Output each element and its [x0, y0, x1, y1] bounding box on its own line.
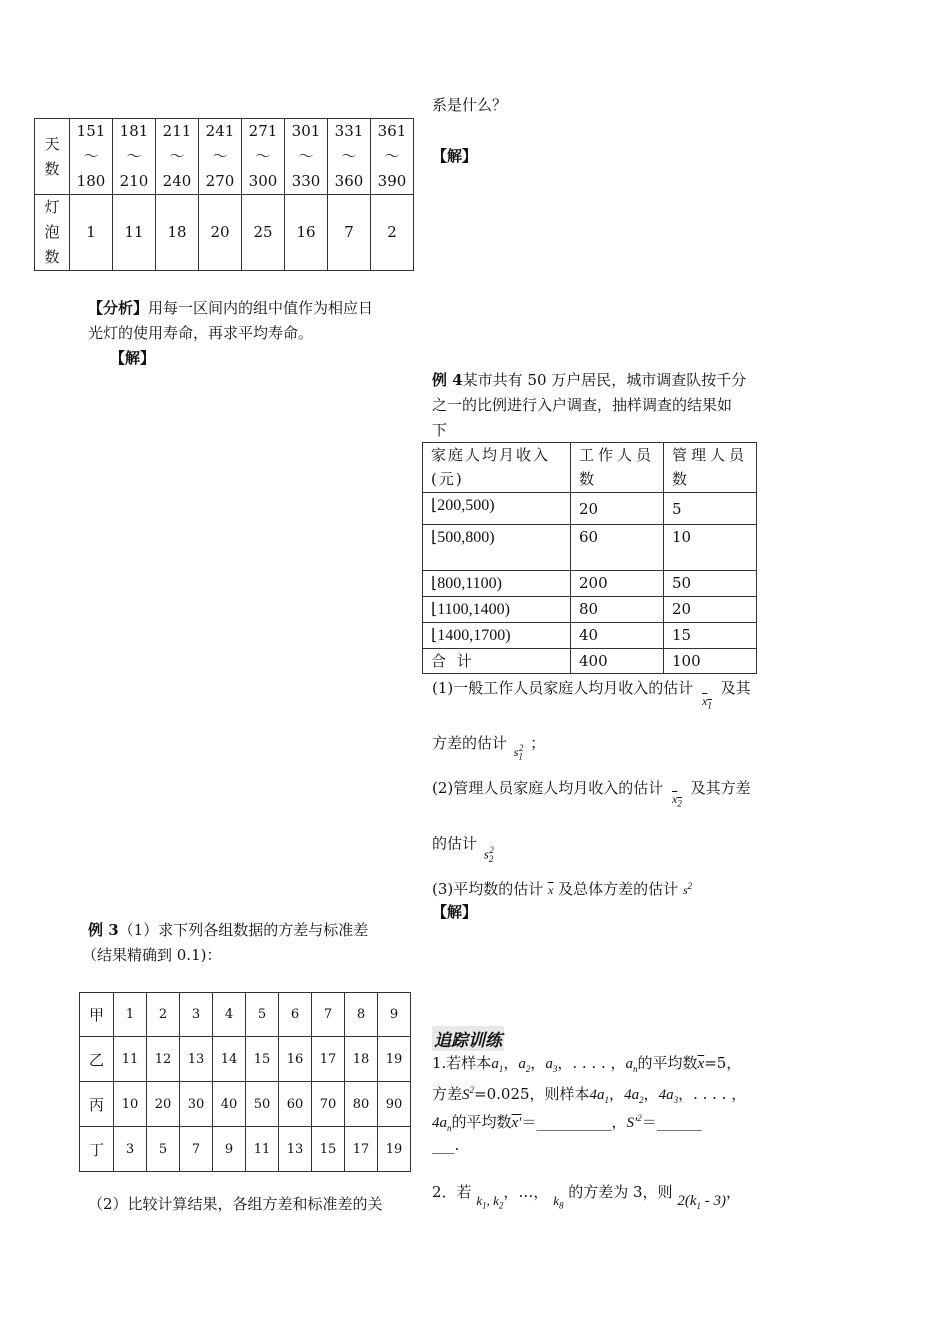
sample-a-sequence: $a_1$	[491, 1056, 504, 1074]
solution-label: 【解】	[432, 147, 478, 165]
group-value: 14	[213, 1037, 246, 1082]
count-cell: 16	[285, 195, 328, 271]
managers-header: 管理人员 数	[664, 443, 757, 493]
range-cell: 151 ～ 180	[70, 119, 113, 195]
group-value: 6	[279, 993, 312, 1037]
workers-cell: 80	[571, 597, 664, 623]
example4-label: 例 4	[432, 371, 463, 389]
group-value: 5	[147, 1127, 180, 1172]
count-cell: 1	[70, 195, 113, 271]
range-cell: 241 ～ 270	[199, 119, 242, 195]
income-table	[422, 442, 757, 674]
group-row	[80, 1037, 411, 1082]
example3-line1: 例 3（1）求下列各组数据的方差与标准差	[88, 921, 369, 939]
group-value: 17	[345, 1127, 378, 1172]
groups-table	[79, 992, 411, 1172]
group-value: 19	[378, 1037, 411, 1082]
q2-line1: (2)管理人员家庭人均月收入的估计 $x_2$ 及其方差	[432, 776, 751, 806]
range-cell: 331 ～ 360	[328, 119, 371, 195]
income-range: ⌊1100,1400)	[423, 597, 571, 623]
q3-line: (3)平均数的估计 $\overline{x}$ 及总体方差的估计 $s^2$	[432, 880, 693, 898]
s-prime-squared: $S'^2$	[626, 1113, 642, 1131]
s2-squared-symbol: $s_2^2$	[483, 845, 494, 864]
continued-text: 系是什么？	[432, 96, 508, 114]
group-value: 90	[378, 1082, 411, 1127]
count-cell: 11	[113, 195, 156, 271]
group-row	[80, 1127, 411, 1172]
group-value: 1	[114, 993, 147, 1037]
group-value: 4	[213, 993, 246, 1037]
group-value: 11	[246, 1127, 279, 1172]
problem1-line3: $4a_n$的平均数x′＝__________，$S'^2=\_\_\_\_\_\_$	[432, 1113, 702, 1133]
problem1-line4: ___.	[432, 1136, 460, 1154]
s-squared-symbol: $s^2$	[682, 881, 693, 897]
managers-cell: 20	[664, 597, 757, 623]
q2-line2: 的估计 $s_2^2$	[432, 828, 496, 862]
days-header: 天 数	[35, 119, 70, 195]
group-row	[80, 993, 411, 1037]
managers-cell: 10	[664, 525, 757, 571]
group-value: 5	[246, 993, 279, 1037]
managers-total: 100	[664, 649, 757, 674]
x1-bar-symbol: $x_1$	[702, 694, 712, 711]
x-bar-mean: $\overline{x}$	[697, 1056, 705, 1072]
analysis-line1: 【分析】用每一区间内的组中值作为相应日	[88, 299, 374, 317]
workers-cell: 40	[571, 623, 664, 649]
income-range: ⌊800,1100)	[423, 571, 571, 597]
group-value: 40	[213, 1082, 246, 1127]
group-value: 50	[246, 1082, 279, 1127]
training-title: 追踪训练	[432, 1026, 504, 1051]
problem1-line1: 1.若样本$a_1$，$a_2$，$a_3$，. . . . ，$a_n$的平均数$\overline{x}=5$，	[432, 1054, 742, 1074]
group-row	[80, 1082, 411, 1127]
range-cell: 271 ～ 300	[242, 119, 285, 195]
group-name: 丙	[80, 1082, 114, 1127]
k-sequence: $k_1$, $k_2$	[476, 1193, 504, 1211]
group-value: 3	[180, 993, 213, 1037]
group-value: 17	[312, 1037, 345, 1082]
group-value: 11	[114, 1037, 147, 1082]
income-row	[423, 597, 757, 623]
group-value: 10	[114, 1082, 147, 1127]
group-name: 乙	[80, 1037, 114, 1082]
workers-header: 工作人员 数	[571, 443, 664, 493]
group-value: 8	[345, 993, 378, 1037]
bulbs-header: 灯 泡 数	[35, 195, 70, 271]
income-row	[423, 493, 757, 525]
income-range: ⌊500,800)	[423, 525, 571, 571]
group-name: 甲	[80, 993, 114, 1037]
income-range: ⌊1400,1700)	[423, 623, 571, 649]
example3-part2: （2）比较计算结果，各组方差和标准差的关	[88, 1195, 383, 1213]
problem1-line2: 方差$S^2=0.025$，则样本$4a_1$，$4a_2$，$4a_3$，. . . . ，	[432, 1085, 747, 1105]
count-cell: 2	[371, 195, 414, 271]
group-value: 13	[180, 1037, 213, 1082]
example4-line2: 之一的比例进行入户调查，抽样调查的结果如	[432, 396, 733, 414]
group-value: 70	[312, 1082, 345, 1127]
count-cell: 7	[328, 195, 371, 271]
group-value: 2	[147, 993, 180, 1037]
managers-cell: 5	[664, 493, 757, 525]
income-header: 家庭人均月收入 (元)	[423, 443, 571, 493]
q1-line2: 方差的估计 $s_1^2$ ；	[432, 728, 545, 761]
variance-S2: $S^2$	[462, 1085, 475, 1103]
group-value: 9	[378, 993, 411, 1037]
group-value: 12	[147, 1037, 180, 1082]
s1-squared-symbol: $s_1^2$	[513, 743, 524, 762]
q1-line1: (1)一般工作人员家庭人均月收入的估计 $x_1$ 及其	[432, 676, 751, 706]
group-value: 60	[279, 1082, 312, 1127]
income-range: ⌊200,500)	[423, 493, 571, 525]
example4-line3: 下	[432, 421, 448, 439]
group-value: 9	[213, 1127, 246, 1172]
group-value: 16	[279, 1037, 312, 1082]
count-cell: 20	[199, 195, 242, 271]
managers-cell: 15	[664, 623, 757, 649]
managers-cell: 50	[664, 571, 757, 597]
total-label: 合 计	[423, 649, 571, 674]
range-cell: 361 ～ 390	[371, 119, 414, 195]
group-value: 30	[180, 1082, 213, 1127]
group-value: 80	[345, 1082, 378, 1127]
x-bar-symbol: $\overline{x}$	[548, 883, 554, 897]
range-cell: 211 ～ 240	[156, 119, 199, 195]
workers-total: 400	[571, 649, 664, 674]
workers-cell: 20	[571, 493, 664, 525]
income-total-row	[423, 649, 757, 674]
lamp-table	[34, 118, 414, 271]
group-value: 7	[312, 993, 345, 1037]
workers-cell: 60	[571, 525, 664, 571]
range-cell: 181 ～ 210	[113, 119, 156, 195]
count-cell: 18	[156, 195, 199, 271]
group-name: 丁	[80, 1127, 114, 1172]
example3-label: 例 3	[88, 921, 119, 939]
range-cell: 301 ～ 330	[285, 119, 328, 195]
days-row	[35, 119, 414, 195]
x-prime-bar: x′	[511, 1115, 522, 1131]
problem2-line1: 2．若 $k_1$, $k_2$，…， $k_8$ 的方差为 3，则 $2(k_1 - 3)$，	[432, 1183, 742, 1211]
group-value: 15	[246, 1037, 279, 1082]
group-value: 15	[312, 1127, 345, 1172]
analysis-line2: 光灯的使用寿命，再求平均寿命。	[88, 324, 314, 342]
income-header-row	[423, 443, 757, 493]
example4-line1: 例 4某市共有 50 万户居民，城市调查队按千分	[432, 371, 747, 389]
group-value: 18	[345, 1037, 378, 1082]
bulbs-row	[35, 195, 414, 271]
analysis-label: 【分析】	[88, 299, 149, 317]
expression-2k1-3: $2(k_1 - 3)$	[677, 1193, 726, 1211]
example4-solution-label: 【解】	[432, 903, 478, 921]
income-row	[423, 623, 757, 649]
analysis-solution-label: 【解】	[110, 349, 156, 367]
x2-bar-symbol: $x_2$	[672, 792, 682, 809]
group-value: 3	[114, 1127, 147, 1172]
count-cell: 25	[242, 195, 285, 271]
example3-line2: （结果精确到 0.1)：	[82, 946, 222, 964]
income-row	[423, 571, 757, 597]
group-value: 13	[279, 1127, 312, 1172]
income-row	[423, 525, 757, 571]
group-value: 19	[378, 1127, 411, 1172]
group-value: 20	[147, 1082, 180, 1127]
workers-cell: 200	[571, 571, 664, 597]
group-value: 7	[180, 1127, 213, 1172]
